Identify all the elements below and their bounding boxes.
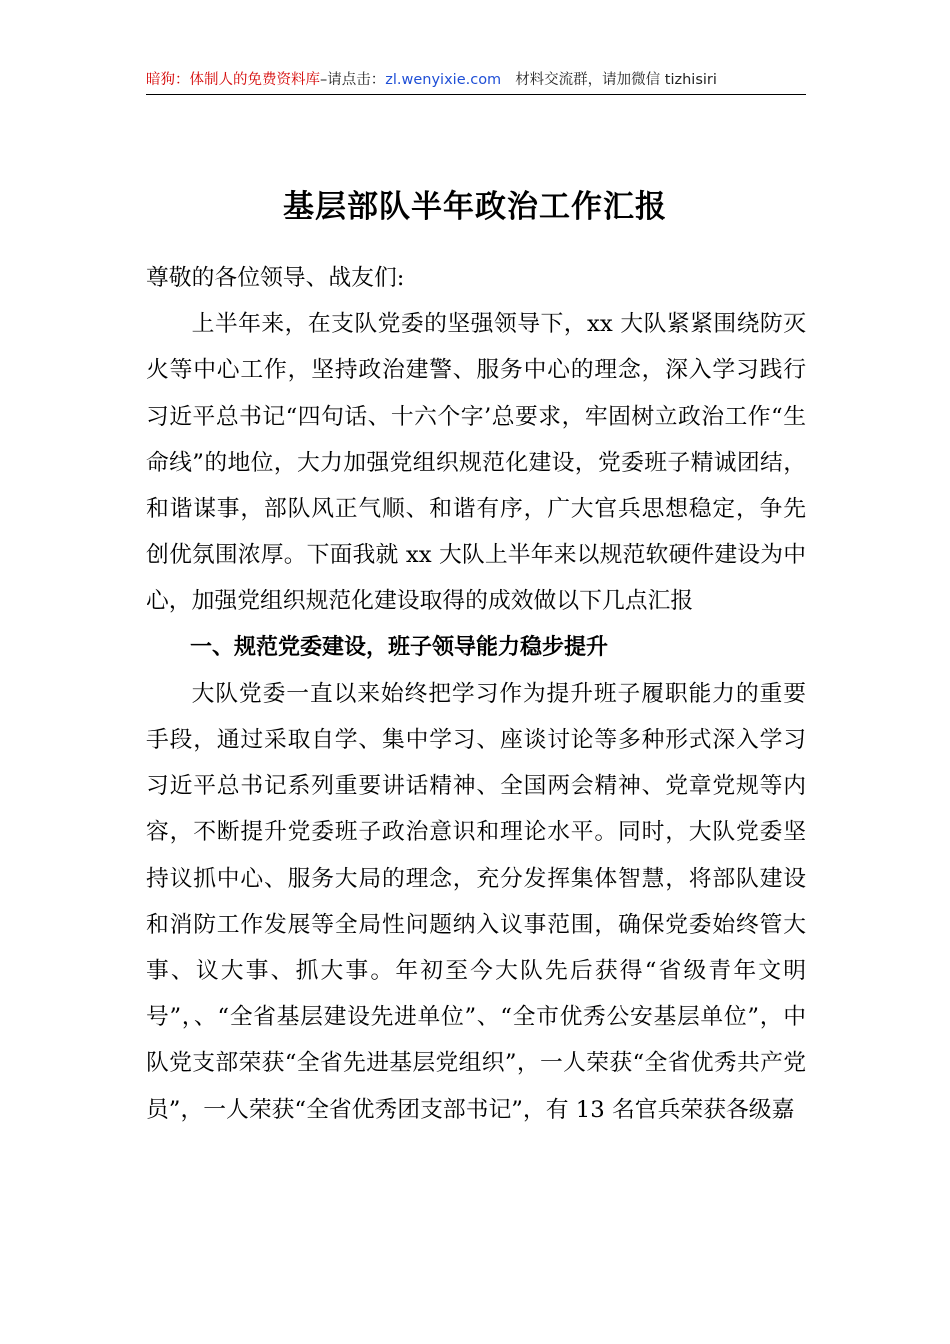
document-title: 基层部队半年政治工作汇报: [283, 188, 667, 225]
header-brand: 暗狗：体制人的免费资料库: [146, 72, 320, 88]
salutation: 尊敬的各位领导、战友们:: [146, 265, 405, 291]
header-prompt: –请点击：: [320, 72, 386, 88]
document-body: [146, 255, 806, 1133]
header-contact: 材料交流群，请加微信 tizhisiri: [515, 72, 717, 88]
section-heading: 一、规范党委建设，班子领导能力稳步提升: [190, 634, 609, 660]
header-link[interactable]: zl.wenyixie.com: [385, 72, 502, 88]
page-header: [146, 66, 806, 95]
section-paragraph: 大队党委一直以来始终把学习作为提升班子履职能力的重要手段，通过采取自学、集中学习、座谈讨论等多种形式深入学习习近平总书记系列重要讲话精神、全国两会精神、党章党规等内容，不断提升党委班子政治意识和理论水平。同时，大队党委坚持议抓中心、服务大局的理念，充分发挥集体智慧，将部队建设和消防工作发展等全局性问题纳入议事范围，确保党委始终管大事、议大事、抓大事。年初至今大队先后获得“省级青年文明号”，、“全省基层建设先进单位”、“全市优秀公安基层单位”，中队党支部荣获“全省先进基层党组织”，一人荣获“全省优秀共产党员”，一人荣获“全省优秀团支部书记”，有 13 名官兵荣获各级嘉: [146, 680, 806, 1123]
intro-paragraph: 上半年来，在支队党委的坚强领导下，xx 大队紧紧围绕防灭火等中心工作，坚持政治建警、服务中心的理念，深入学习践行习近平总书记“四句话、十六个字’总要求，牢固树立政治工作“生命线”的地位，大力加强党组织规范化建设，党委班子精诚团结，和谐谋事，部队风正气顺、和谐有序，广大官兵思想稳定，争先创优氛围浓厚。下面我就 xx 大队上半年来以规范软硬件建设为中心，加强党组织规范化建设取得的成效做以下几点汇报: [146, 311, 806, 615]
